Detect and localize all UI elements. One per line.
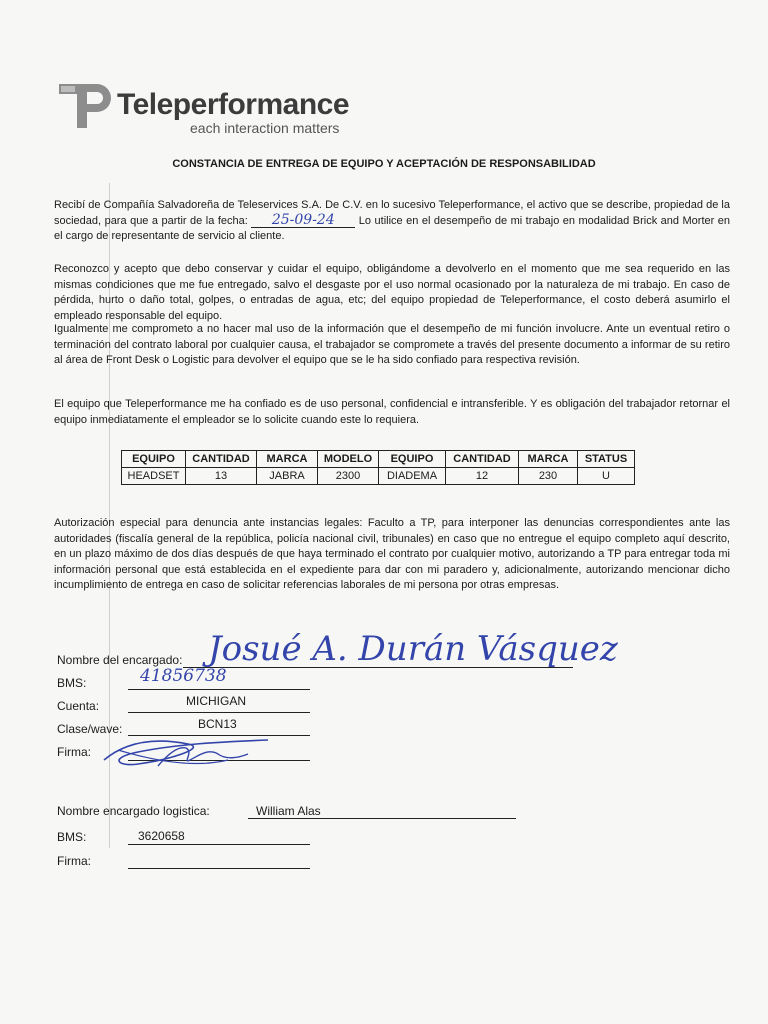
cuenta-label: Cuenta: (57, 699, 100, 713)
logistica-label: Nombre encargado logistica: (57, 804, 210, 818)
document-title: CONSTANCIA DE ENTREGA DE EQUIPO Y ACEPTACIÓN DE RESPONSABILIDAD (172, 158, 596, 170)
brand-tagline: each interaction matters (190, 120, 340, 136)
firma2-line[interactable] (128, 868, 310, 869)
brand-name: Teleperformance (117, 88, 350, 121)
bms2-value[interactable]: 3620658 (138, 829, 185, 843)
paragraph-legal-authorization: Autorización especial para denuncia ante instancias legales: Faculto a TP, para interponer las denuncias correspondientes ante las autoridades (fiscalía general de la república, policía nacional civil, tribunales) en caso que no entregue el equipo completo aquí descrito, en un plazo máximo de dos días después de que haya terminado el contrato por cualquier motivo, autorizando a TP para entregar toda mi información personal que está establecida en el expediente para dar con mi paradero y, adicionalmente, autorizando mencionar dicho incumplimiento de entrega en caso de solicitar referencias laborales de mi persona por otras empresas. (54, 517, 730, 591)
teleperformance-logo-icon (57, 78, 115, 130)
logistica-line (248, 818, 516, 819)
receipt-text-end: Lo utilice en el desempeño de mi trabajo en modalidad Brick and Morter en el cargo de representante de servicio al cliente. (54, 214, 731, 242)
table-header: MARCA (519, 451, 578, 468)
bms2-line (128, 844, 310, 845)
table-row (122, 468, 635, 485)
bms-value[interactable]: 41856738 (140, 666, 227, 686)
paragraph-receipt (54, 198, 730, 245)
clase-wave-label: Clase/wave: (57, 722, 123, 736)
paragraph-responsibility: Reconozco y acepto que debo conservar y cuidar el equipo, obligándome a devolverlo en el momento que me sea requerido en las mismas condiciones que me fue entregado, salvo el desgaste por el uso normal ocasionado por la naturaleza de mi trabajo. En caso de pérdida, hurto o daño total, golpes, o entradas de agua, etc; del equipo propiedad de Teleperformance, el costo deberá asumirlo el empleado responsable del equipo. (54, 263, 730, 322)
table-cell: U (578, 468, 635, 485)
firma2-label: Firma: (57, 854, 91, 868)
bms-label: BMS: (57, 676, 87, 690)
cuenta-value[interactable]: MICHIGAN (186, 694, 246, 708)
paragraph-personal-use: El equipo que Teleperformance me ha confiado es de uso personal, confidencial e intransferible. Y es obligación del trabajador retornar el equipo inmediatamente el empleador se lo solicite cuando este lo requiera. (54, 398, 730, 426)
nombre-encargado-label: Nombre del encargado: (57, 653, 183, 667)
paragraph-commitment: Igualmente me comprometo a no hacer mal uso de la información que el desempeño de mi función involucre. Ante un eventual retiro o terminación del contrato laboral por cualquier causa, el trabajador se compromete a través del presente documento a informar de su retiro al área de Front Desk o Logistic para devolver el equipo que se le ha sido confiado para respectiva revisión. (54, 323, 730, 366)
table-cell: JABRA (257, 468, 318, 485)
receipt-text-start: Recibí de Compañía Salvadoreña de Teleservices S.A. De C.V. en lo sucesivo Teleperformance, el activo que se describe, propiedad de la sociedad, para que a partir de la fecha: (54, 199, 730, 227)
table-cell: HEADSET (122, 468, 186, 485)
table-header: EQUIPO (122, 451, 186, 468)
signature-image (98, 730, 278, 778)
cuenta-line (128, 712, 310, 713)
equipment-table (121, 450, 635, 485)
table-header: EQUIPO (379, 451, 446, 468)
table-cell: 12 (446, 468, 519, 485)
table-cell: DIADEMA (379, 468, 446, 485)
firma-label: Firma: (57, 745, 91, 759)
table-header: CANTIDAD (446, 451, 519, 468)
logistica-value[interactable]: William Alas (256, 804, 321, 818)
table-cell: 2300 (318, 468, 379, 485)
table-cell: 230 (519, 468, 578, 485)
table-header: MODELO (318, 451, 379, 468)
handwritten-name-text: Josué A. Durán Vásquez (208, 629, 618, 669)
table-header: MARCA (257, 451, 318, 468)
clase-wave-value[interactable]: BCN13 (198, 717, 237, 731)
date-field[interactable]: 25-09-24 (251, 214, 355, 228)
table-header: STATUS (578, 451, 635, 468)
bms2-label: BMS: (57, 830, 87, 844)
handwritten-name (200, 616, 618, 676)
table-cell: 13 (186, 468, 257, 485)
bms-line (128, 689, 310, 690)
table-header: CANTIDAD (186, 451, 257, 468)
table-header-row (122, 451, 635, 468)
